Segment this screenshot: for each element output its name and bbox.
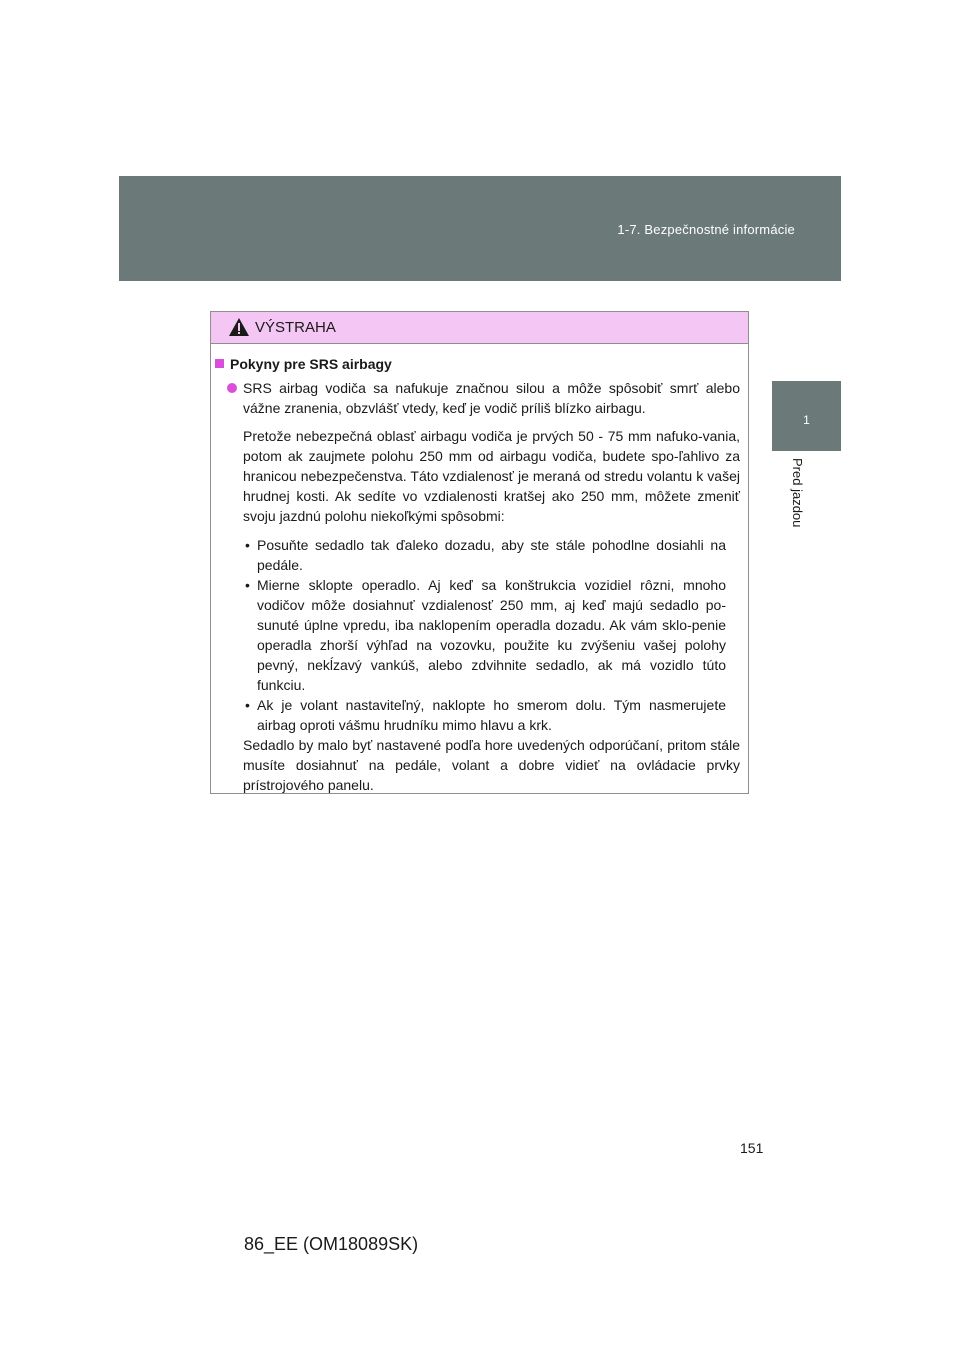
list-item [243,575,740,695]
square-bullet-icon [215,359,224,368]
subheading [211,354,740,374]
warning-item-text: SRS airbag vodiča sa nafukuje značnou silou a môže spôsobiť smrť alebo vážne zranenia, obzvlášť vtedy, keď je vodič príliš blízko airbagu. [243,380,740,416]
bullet-dot-icon: • [245,537,250,553]
warning-triangle-icon [228,317,250,337]
closing-paragraph: Sedadlo by malo byť nastavené podľa hore uvedených odporúčaní, pritom stále musíte dosiahnuť na pedále, volant a dobre vidieť na ovládacie prvky prístrojového panelu. [243,737,740,793]
header-band [119,176,841,281]
chapter-name: Pred jazdou [790,458,805,528]
document-code: 86_EE (OM18089SK) [244,1234,419,1254]
section-title: 1-7. Bezpečnostné informácie [617,222,795,237]
list-item [243,535,740,575]
warning-body [211,344,748,795]
bullet-list [211,535,740,735]
list-item-text: Mierne sklopte operadlo. Aj keď sa konštrukcia vozidiel rôzni, mnoho vodičov môže dosiahnuť vzdialenosť 250 mm, aj keď majú sedadlo po-sunuté úplne vpredu, iba naklopením operadla dozadu. Ak vám sklo-penie operadla zhorší výhľad na vozovku, použite ku zvýšeniu vašej polohy pevný, nekĺzavý vankúš, alebo zdvihnite sedadlo, ak má vozidlo túto funkciu. [257,577,726,693]
chapter-tab [772,381,841,451]
bullet-dot-icon: • [245,697,250,713]
bullet-dot-icon: • [245,577,250,593]
circle-bullet-icon [227,383,237,393]
warning-paragraph: Pretože nebezpečná oblasť airbagu vodiča je prvých 50 - 75 mm nafuko-vania, potom ak zaujmete polohu 250 mm od airbagu vodiča, budete spo-ľahlivo za hranicou nebezpečenstva. Táto vzdialenosť je meraná od stredu volantu k vašej hrudnej kosti. Ak sedíte vo vzdialenosti kratšej ako 250 mm, môžete zmeniť svoju jazdnú polohu niekoľkými spôsobmi: [243,428,740,524]
chapter-number: 1 [803,413,810,427]
list-item [243,695,740,735]
warning-item [211,378,740,418]
warning-box [210,311,749,794]
list-item-text: Ak je volant nastaviteľný, naklopte ho smerom dolu. Tým nasmerujete airbag oproti vášmu hrudníku mimo hlavu a krk. [257,697,726,733]
list-item-text: Posuňte sedadlo tak ďaleko dozadu, aby ste stále pohodlne dosiahli na pedále. [257,537,726,573]
page-number: 151 [740,1140,764,1156]
warning-title: VÝSTRAHA [255,319,336,336]
warning-header [211,312,748,344]
subheading-text: Pokyny pre SRS airbagy [230,356,392,372]
